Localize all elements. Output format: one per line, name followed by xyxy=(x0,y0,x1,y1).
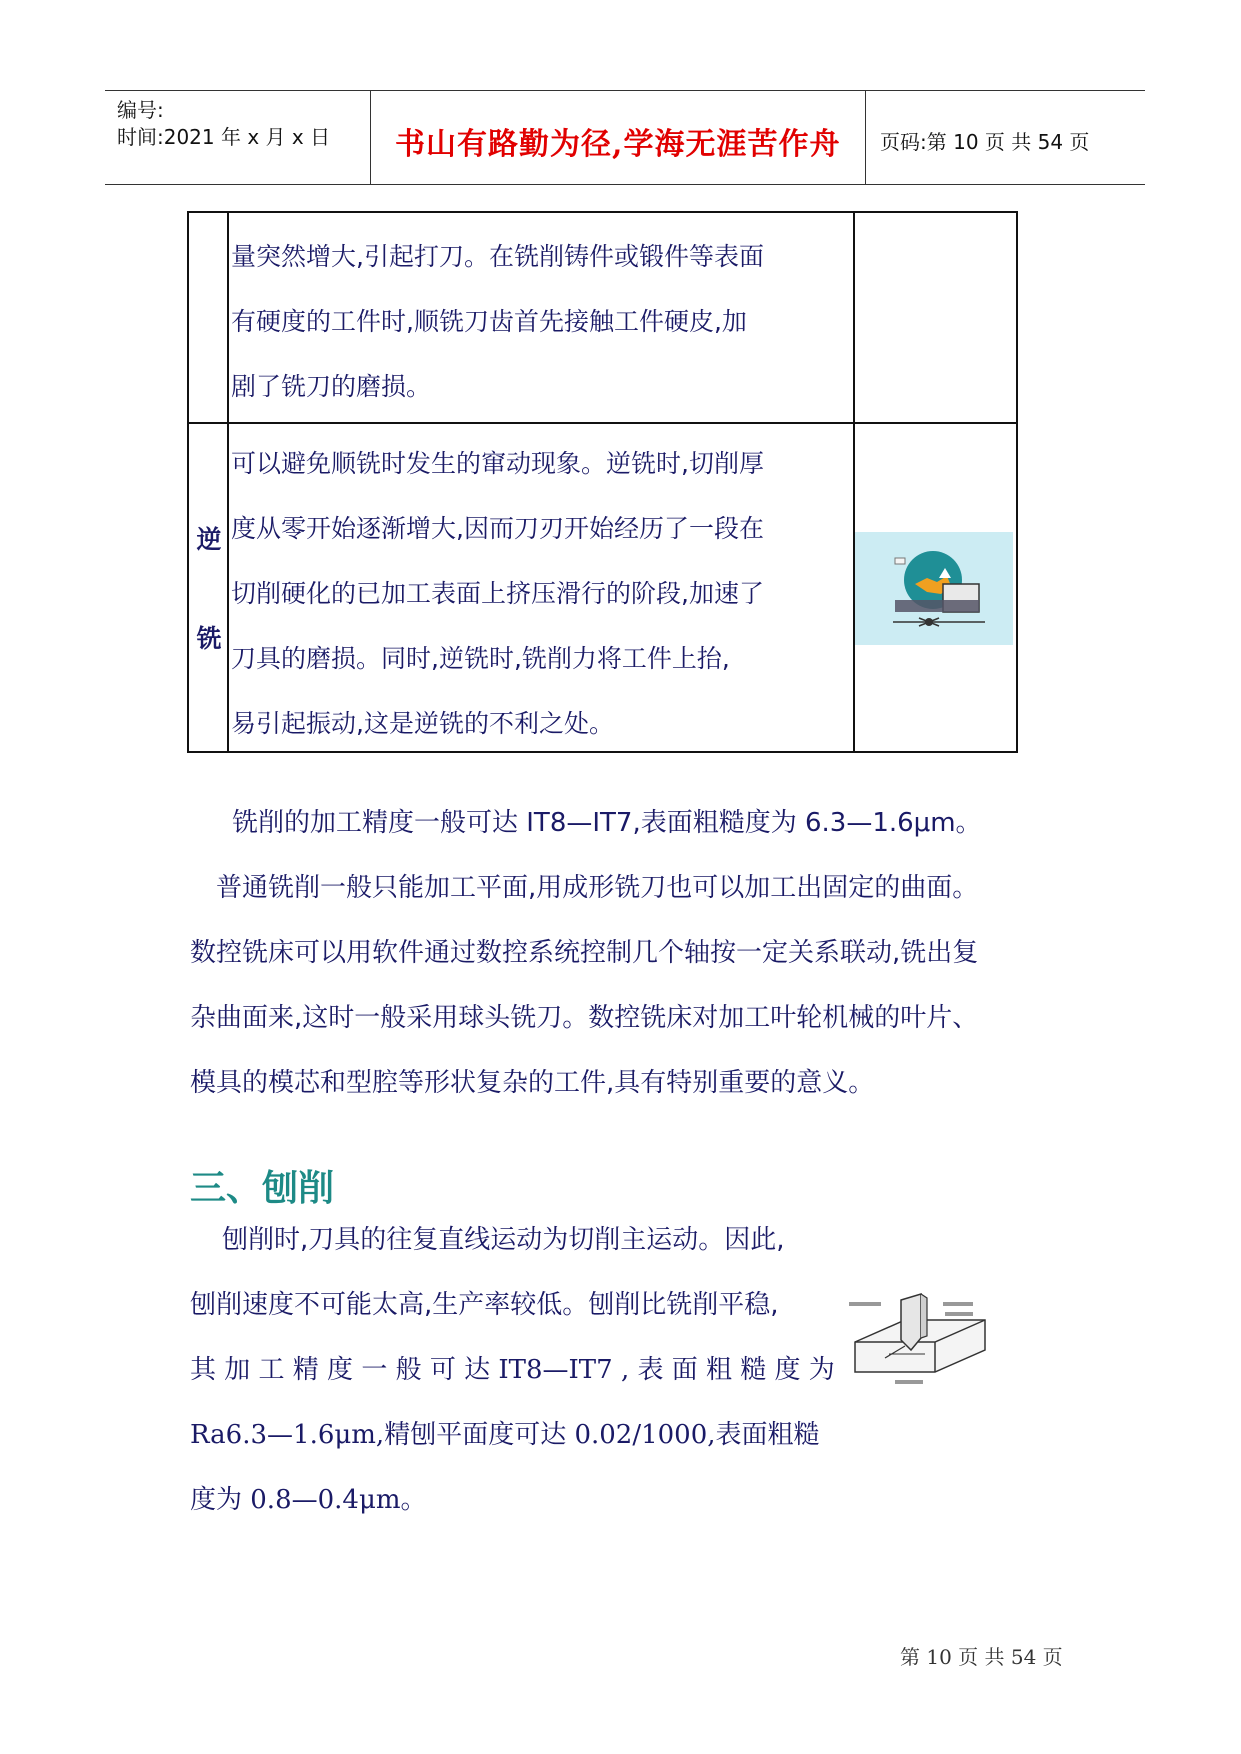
header-divider-left xyxy=(370,90,371,184)
table-col-divider-1 xyxy=(227,213,229,751)
planing-line-4: Ra6.3—1.6μm,精刨平面度可达 0.02/1000,表面粗糙 xyxy=(190,1420,820,1450)
header-time-label: 时间:2021 年 x 月 x 日 xyxy=(117,125,331,149)
header-divider-right xyxy=(865,90,866,184)
row1-line-2: 有硬度的工件时,顺铣刀齿首先接触工件硬皮,加 xyxy=(231,307,747,336)
cnc-line-2: 数控铣床可以用软件通过数控系统控制几个轴按一定关系联动,铣出复 xyxy=(190,938,979,968)
row1-line-3: 剧了铣刀的磨损。 xyxy=(231,372,432,401)
up-milling-diagram-image xyxy=(855,532,1013,645)
table-row-divider xyxy=(189,422,1016,424)
page-footer: 第 10 页 共 54 页 xyxy=(900,1645,1063,1669)
header-motto: 书山有路勤为径,学海无涯苦作舟 xyxy=(395,127,841,162)
planing-line-2: 刨削速度不可能太高,生产率较低。刨削比铣削平稳, xyxy=(190,1290,779,1320)
paragraph-milling-precision: 铣削的加工精度一般可达 IT8—IT7,表面粗糙度为 6.3—1.6μm。 xyxy=(232,808,982,838)
row1-line-1: 量突然增大,引起打刀。在铣削铸件或锻件等表面 xyxy=(231,242,764,271)
row2-line-3: 切削硬化的已加工表面上挤压滑行的阶段,加速了 xyxy=(231,579,764,608)
planing-line-1: 刨削时,刀具的往复直线运动为切削主运动。因此, xyxy=(222,1225,785,1255)
header-page-info: 页码:第 10 页 共 54 页 xyxy=(880,130,1090,154)
header-bottom-rule xyxy=(105,184,1145,185)
cnc-line-4: 模具的模芯和型腔等形状复杂的工件,具有特别重要的意义。 xyxy=(190,1068,875,1098)
planing-line-3: 其 加 工 精 度 一 般 可 达 IT8—IT7 , 表 面 粗 糙 度 为 xyxy=(190,1355,835,1385)
row2-line-5: 易引起振动,这是逆铣的不利之处。 xyxy=(231,709,614,738)
row2-line-4: 刀具的磨损。同时,逆铣时,铣削力将工件上抬, xyxy=(231,644,730,673)
cnc-line-3: 杂曲面来,这时一般采用球头铣刀。数控铣床对加工叶轮机械的叶片、 xyxy=(190,1003,979,1033)
header-top-rule xyxy=(105,90,1145,91)
row2-line-1: 可以避免顺铣时发生的窜动现象。逆铣时,切削厚 xyxy=(231,449,764,478)
row2-label-top: 逆 xyxy=(196,525,222,554)
row2-line-2: 度从零开始逐渐增大,因而刀刃开始经历了一段在 xyxy=(231,514,764,543)
row2-label-bottom: 铣 xyxy=(196,624,222,653)
planing-diagram-image xyxy=(845,1280,1000,1390)
header-number-label: 编号: xyxy=(117,98,164,122)
table-col-divider-2 xyxy=(853,213,855,751)
cnc-line-1: 普通铣削一般只能加工平面,用成形铣刀也可以加工出固定的曲面。 xyxy=(216,873,979,903)
section-heading-planing: 三、刨削 xyxy=(190,1168,335,1209)
milling-comparison-table xyxy=(187,211,1018,753)
planing-line-5: 度为 0.8—0.4μm。 xyxy=(190,1485,427,1515)
